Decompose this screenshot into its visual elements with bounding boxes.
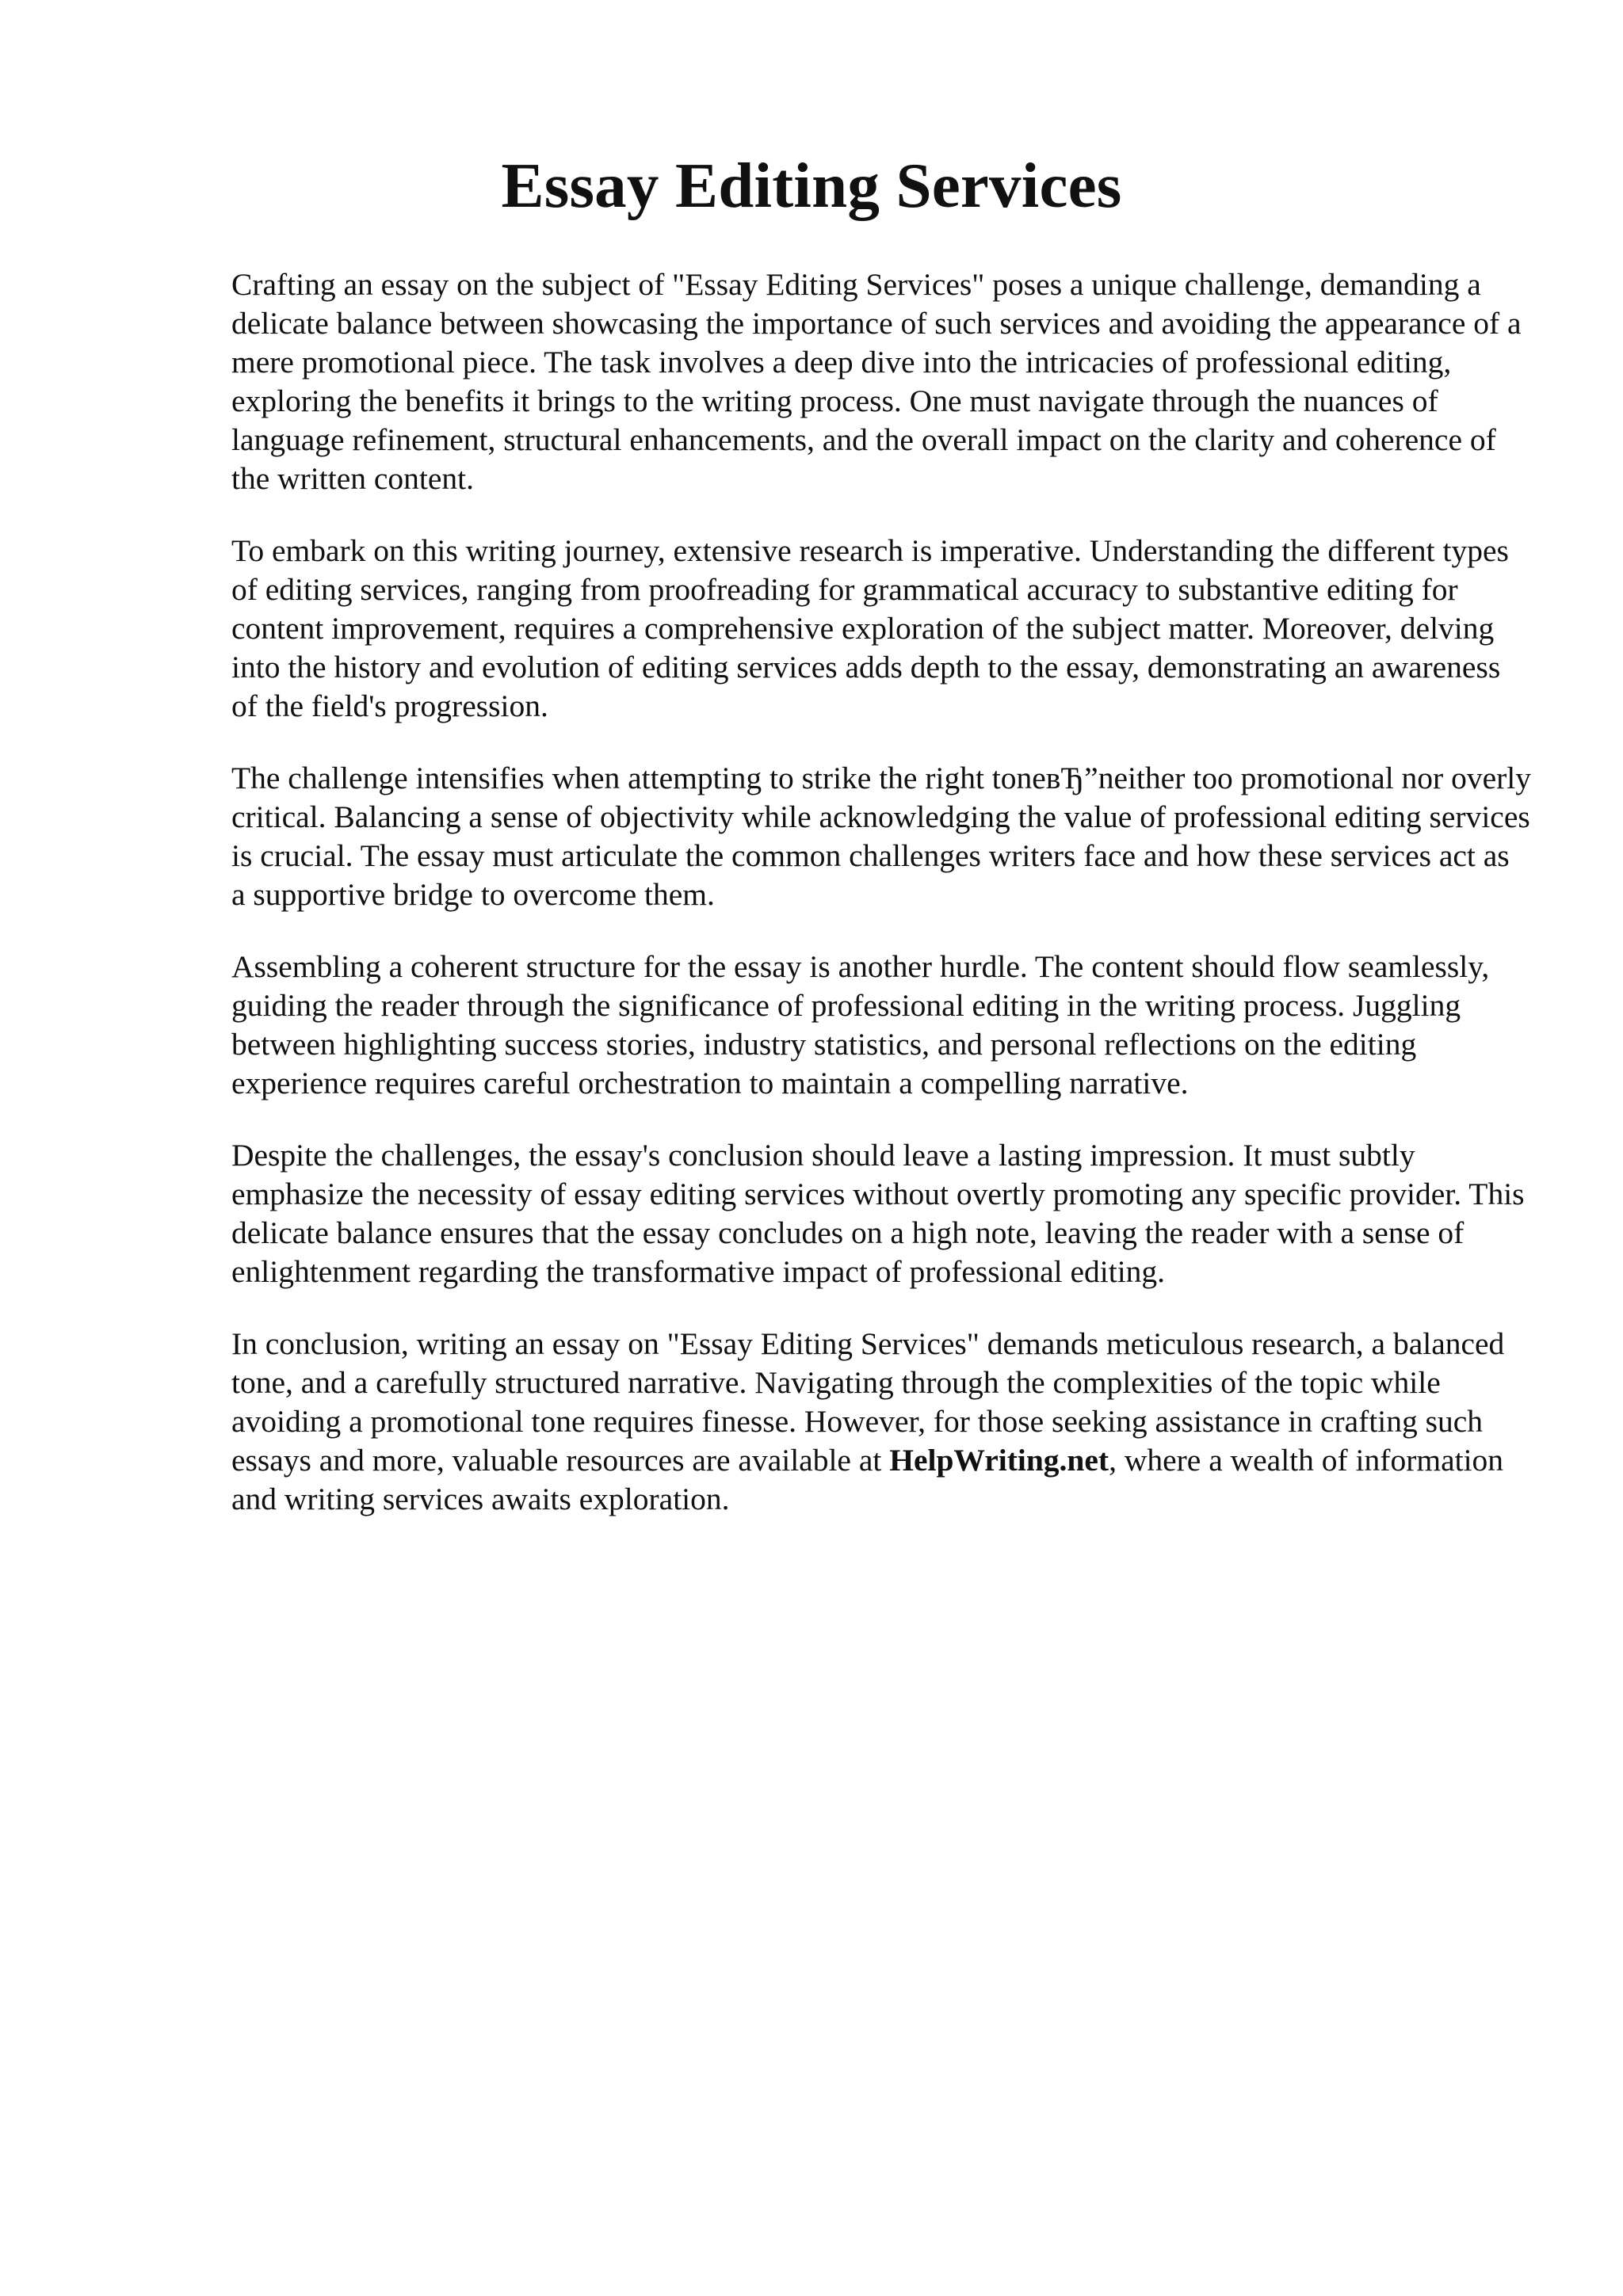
paragraph-conclusion-impression: Despite the challenges, the essay's conclusion should leave a lasting impression. It must subtly emphasize the necessity of essay editing services without overtly promoting any specific provider. This delicate balance ensures that the essay concludes on a high note, leaving the reader with a sense of enlightenment regarding the transformative impact of professional editing. [231, 1138, 1525, 1289]
document-title: Essay Editing Services [501, 150, 1122, 221]
final-paragraph-text-after-link: , where a wealth of information and writing services awaits exploration. [231, 1443, 1504, 1516]
paragraph-final [231, 1325, 1531, 1519]
paragraph-tone: The challenge intensifies when attempting to strike the right toneвЂ”neither too promotional nor overly critical. Balancing a sense of objectivity while acknowledging the value of professional editing services is crucial. The essay must articulate the common challenges writers face and how these services act as a supportive bridge to overcome them. [231, 761, 1531, 912]
helpwriting-link[interactable]: HelpWriting.net [889, 1443, 1109, 1478]
final-paragraph-text-before-link: In conclusion, writing an essay on "Essay Editing Services" demands meticulous research, a balanced tone, and a carefully structured narrative. Navigating through the complexities of the topic while avoiding a promotional tone requires finesse. However, for those seeking assistance in crafting such essays and more, valuable resources are available at [231, 1326, 1505, 1478]
paragraph-research: To embark on this writing journey, extensive research is imperative. Understanding the different types of editing services, ranging from proofreading for grammatical accuracy to substantive editing for content improvement, requires a comprehensive exploration of the subject matter. Moreover, delving into the history and evolution of editing services adds depth to the essay, demonstrating an awareness of the field's progression. [231, 533, 1509, 723]
document-body [231, 265, 1531, 1552]
paragraph-intro: Crafting an essay on the subject of "Essay Editing Services" poses a unique challenge, demanding a delicate balance between showcasing the importance of such services and avoiding the appearance of a mere promotional piece. The task involves a deep dive into the intricacies of professional editing, exploring the benefits it brings to the writing process. One must navigate through the nuances of language refinement, structural enhancements, and the overall impact on the clarity and coherence of the written content. [231, 267, 1522, 496]
paragraph-structure: Assembling a coherent structure for the essay is another hurdle. The content should flow seamlessly, guiding the reader through the significance of professional editing in the writing process. Juggling between highlighting success stories, industry statistics, and personal reflections on the editing experience requires careful orchestration to maintain a compelling narrative. [231, 949, 1490, 1100]
